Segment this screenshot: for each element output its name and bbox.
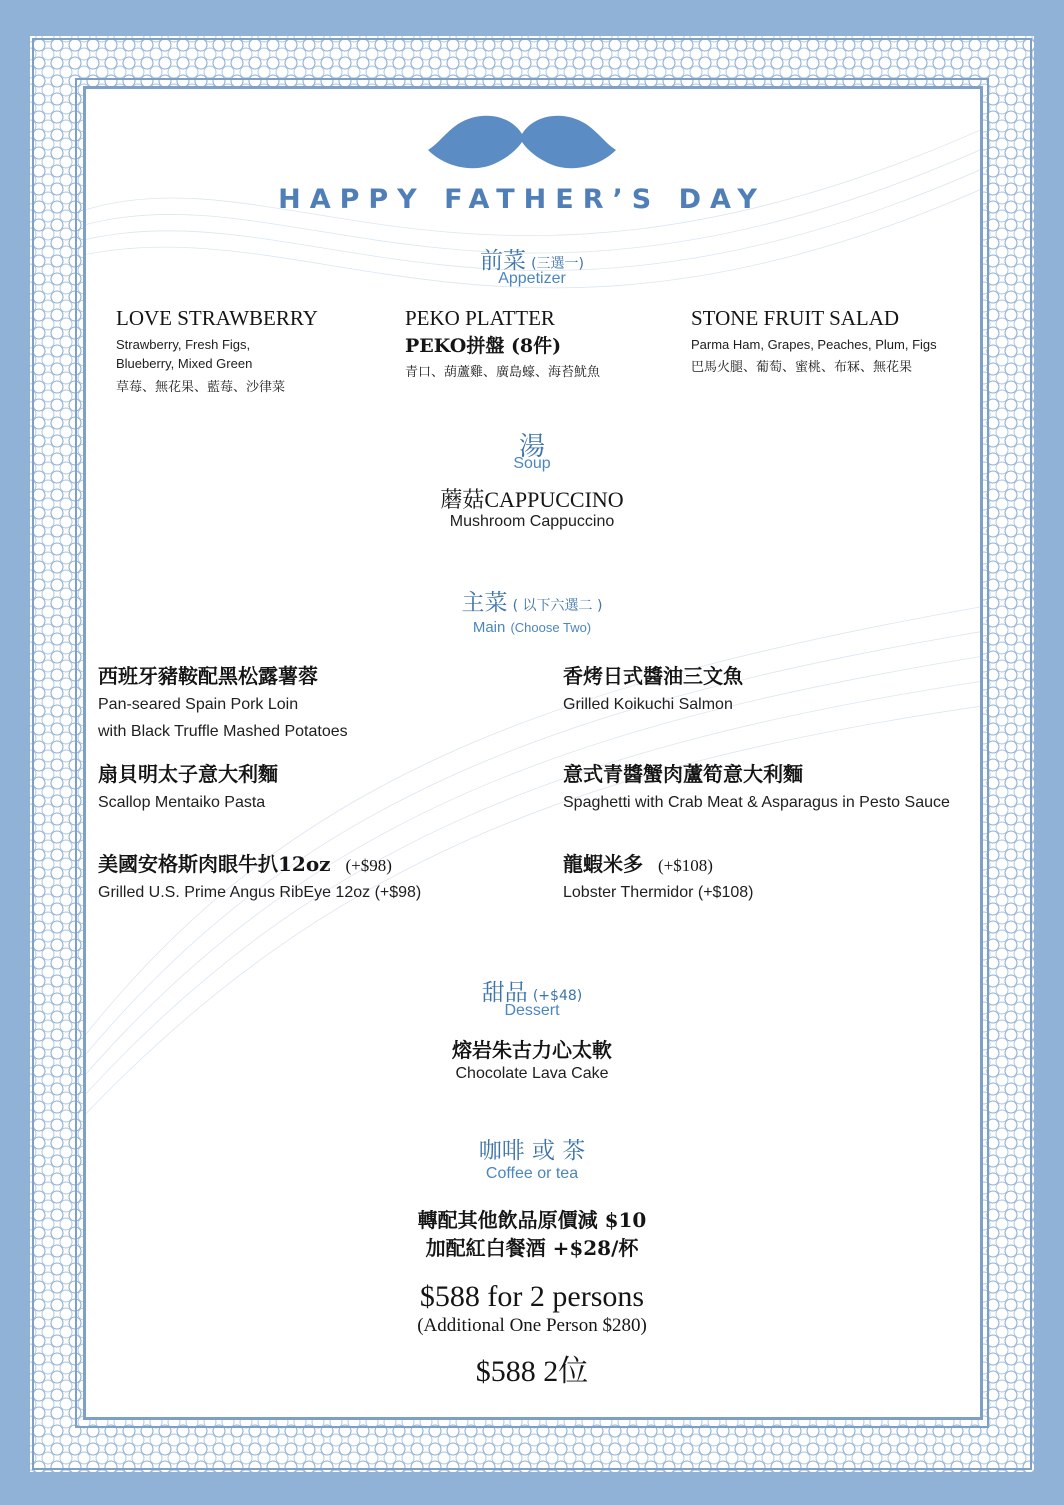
main-item [563, 758, 950, 816]
appetizer-item-desc: Parma Ham, Grapes, Peaches, Plum, Figs [691, 337, 937, 352]
drink-en: Coffee or tea [485, 1165, 579, 1182]
appetizer-item [116, 306, 318, 395]
main-item-zh: 香烤日式醬油三文魚 [563, 664, 743, 688]
appetizer-item-title-zh: PEKO拼盤 (8件) [405, 335, 562, 357]
main-item [563, 848, 753, 906]
main-item-zh-row [563, 848, 753, 877]
soup-item-title: 蘑菇CAPPUCCINO [440, 487, 624, 512]
main-item-addon: (+$108) [657, 856, 713, 875]
main-item-en: Lobster Thermidor (+$108) [563, 884, 754, 901]
main-item-en: with Black Truffle Mashed Potatoes [98, 723, 348, 740]
soup-zh: 湯 [518, 432, 545, 462]
main-item-en: Grilled Koikuchi Salmon [563, 696, 733, 713]
main-item-en: Pan-seared Spain Pork Loin [98, 696, 299, 713]
appetizer-item [405, 306, 600, 380]
dessert-en: Dessert [504, 1002, 560, 1019]
appetizer-item-desc: Blueberry, Mixed Green [116, 356, 253, 371]
main-item-zh: 美國安格斯肉眼牛扒12oz [98, 852, 331, 876]
drink-zh: 咖啡 或 茶 [478, 1138, 586, 1164]
soup-item-en: Mushroom Cappuccino [449, 513, 615, 530]
main-item-en: Scallop Mentaiko Pasta [98, 794, 266, 811]
appetizer-item-desc-zh: 青口、葫蘆雞、廣島蠔、海苔魷魚 [405, 365, 601, 380]
appetizer-item-desc-zh: 草莓、無花果、藍莓、沙律菜 [116, 380, 286, 395]
appetizer-en: Appetizer [498, 270, 566, 287]
main-en: Main [472, 619, 506, 636]
price-additional: (Additional One Person $280) [417, 1315, 647, 1336]
main-item [98, 848, 421, 906]
main-item-zh: 龍蝦米多 [563, 852, 643, 876]
main-item [563, 660, 743, 718]
main-item-en: Spaghetti with Crab Meat & Asparagus in Pesto Sauce [563, 794, 950, 811]
main-item-addon: (+$98) [345, 856, 392, 875]
appetizer-item [691, 306, 937, 375]
menu-sheet [30, 36, 1034, 1472]
drink-line-2: 加配紅白餐酒 +$28/杯 [425, 1236, 639, 1260]
main-heading [352, 584, 712, 617]
appetizer-note: (三選一) [531, 256, 585, 272]
appetizer-item-title: STONE FRUIT SALAD [691, 306, 900, 330]
main-en-heading [352, 617, 712, 636]
soup-en: Soup [513, 455, 551, 472]
main-item-zh: 扇貝明太子意大利麵 [98, 762, 278, 786]
mustache-icon [428, 112, 616, 178]
main-item-zh: 意式青醬蟹肉蘆筍意大利麵 [563, 762, 803, 786]
appetizer-item-desc: Strawberry, Fresh Figs, [116, 337, 251, 352]
price-main: $588 for 2 persons [419, 1280, 645, 1313]
dessert-zh: 甜品 [481, 980, 528, 1006]
drink-line-1: 轉配其他飲品原價減 $10 [417, 1208, 647, 1232]
appetizer-zh: 前菜 [479, 248, 526, 274]
dessert-item-zh: 熔岩朱古力心太軟 [452, 1038, 612, 1062]
page-title: HAPPY FATHER’S DAY [278, 184, 766, 215]
dessert-item-en: Chocolate Lava Cake [455, 1065, 609, 1082]
main-item-zh: 西班牙豬鞍配黑松露薯蓉 [98, 664, 318, 688]
main-note: ( 以下六選二 ) [512, 598, 603, 614]
appetizer-item-title: LOVE STRAWBERRY [116, 306, 318, 330]
appetizer-item-title: PEKO PLATTER [405, 306, 555, 330]
main-en-note: (Choose Two) [510, 620, 592, 635]
price-zh: $588 2位 [475, 1355, 589, 1388]
main-item [98, 660, 348, 745]
main-item-zh-row [98, 848, 421, 877]
appetizer-item-desc-zh: 巴馬火腿、葡萄、蜜桃、布冧、無花果 [691, 360, 913, 375]
dessert-note: (+$48) [532, 988, 583, 1004]
main-item-en: Grilled U.S. Prime Angus RibEye 12oz (+$98) [98, 884, 422, 901]
main-zh: 主菜 [461, 590, 508, 616]
main-item [98, 758, 278, 816]
